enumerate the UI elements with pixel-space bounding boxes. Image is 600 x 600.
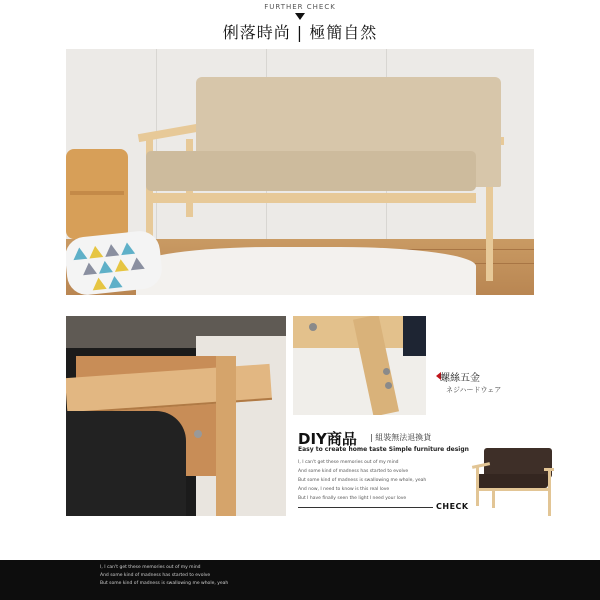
poem-line: And some kind of madness has started to evolve	[298, 469, 409, 474]
screw-label: 螺絲五金	[440, 373, 480, 384]
screw-icon	[194, 430, 202, 438]
screw-closeup-photo	[293, 316, 426, 415]
brown-sofa-photo	[470, 440, 555, 518]
poem-line: And now, I need to know is this real love	[298, 487, 390, 492]
diy-poem	[298, 458, 468, 503]
poem-line: But I have finally seen the light I need your love	[298, 496, 407, 501]
screw-icon	[385, 382, 392, 389]
sofa-room-photo	[66, 49, 534, 295]
screw-icon	[383, 368, 390, 375]
diy-tagline: Easy to create home taste Simple furniture design	[298, 446, 469, 453]
poem-line: And some kind of madness has started to evolve	[100, 573, 211, 578]
section-title: 俐落時尚 | 極簡自然	[222, 23, 378, 42]
screw-sublabel: ネジハードウェア	[446, 386, 502, 394]
poem-line: I, I can't get these memories out of my mind	[100, 565, 201, 570]
diy-subtitle: | 組裝無法退換貨	[370, 433, 432, 442]
triangle-down-icon	[295, 13, 305, 20]
pillow-photo	[66, 229, 164, 295]
poem-line: But some kind of madness is swallowing me whole, yeah	[100, 581, 229, 586]
section-kicker: FURTHER CHECK	[264, 3, 336, 11]
poem-line: I, I can't get these memories out of my mind	[298, 460, 399, 465]
poem-line: But some kind of madness is swallowing me whole, yeah	[298, 478, 427, 483]
screw-icon	[309, 323, 317, 331]
check-divider	[298, 507, 433, 508]
footer-poem	[100, 564, 228, 588]
check-label: CHECK	[436, 502, 469, 511]
frame-underside-photo	[66, 316, 286, 516]
footer-bar	[0, 560, 600, 600]
diy-title: DIY商品	[298, 430, 357, 448]
